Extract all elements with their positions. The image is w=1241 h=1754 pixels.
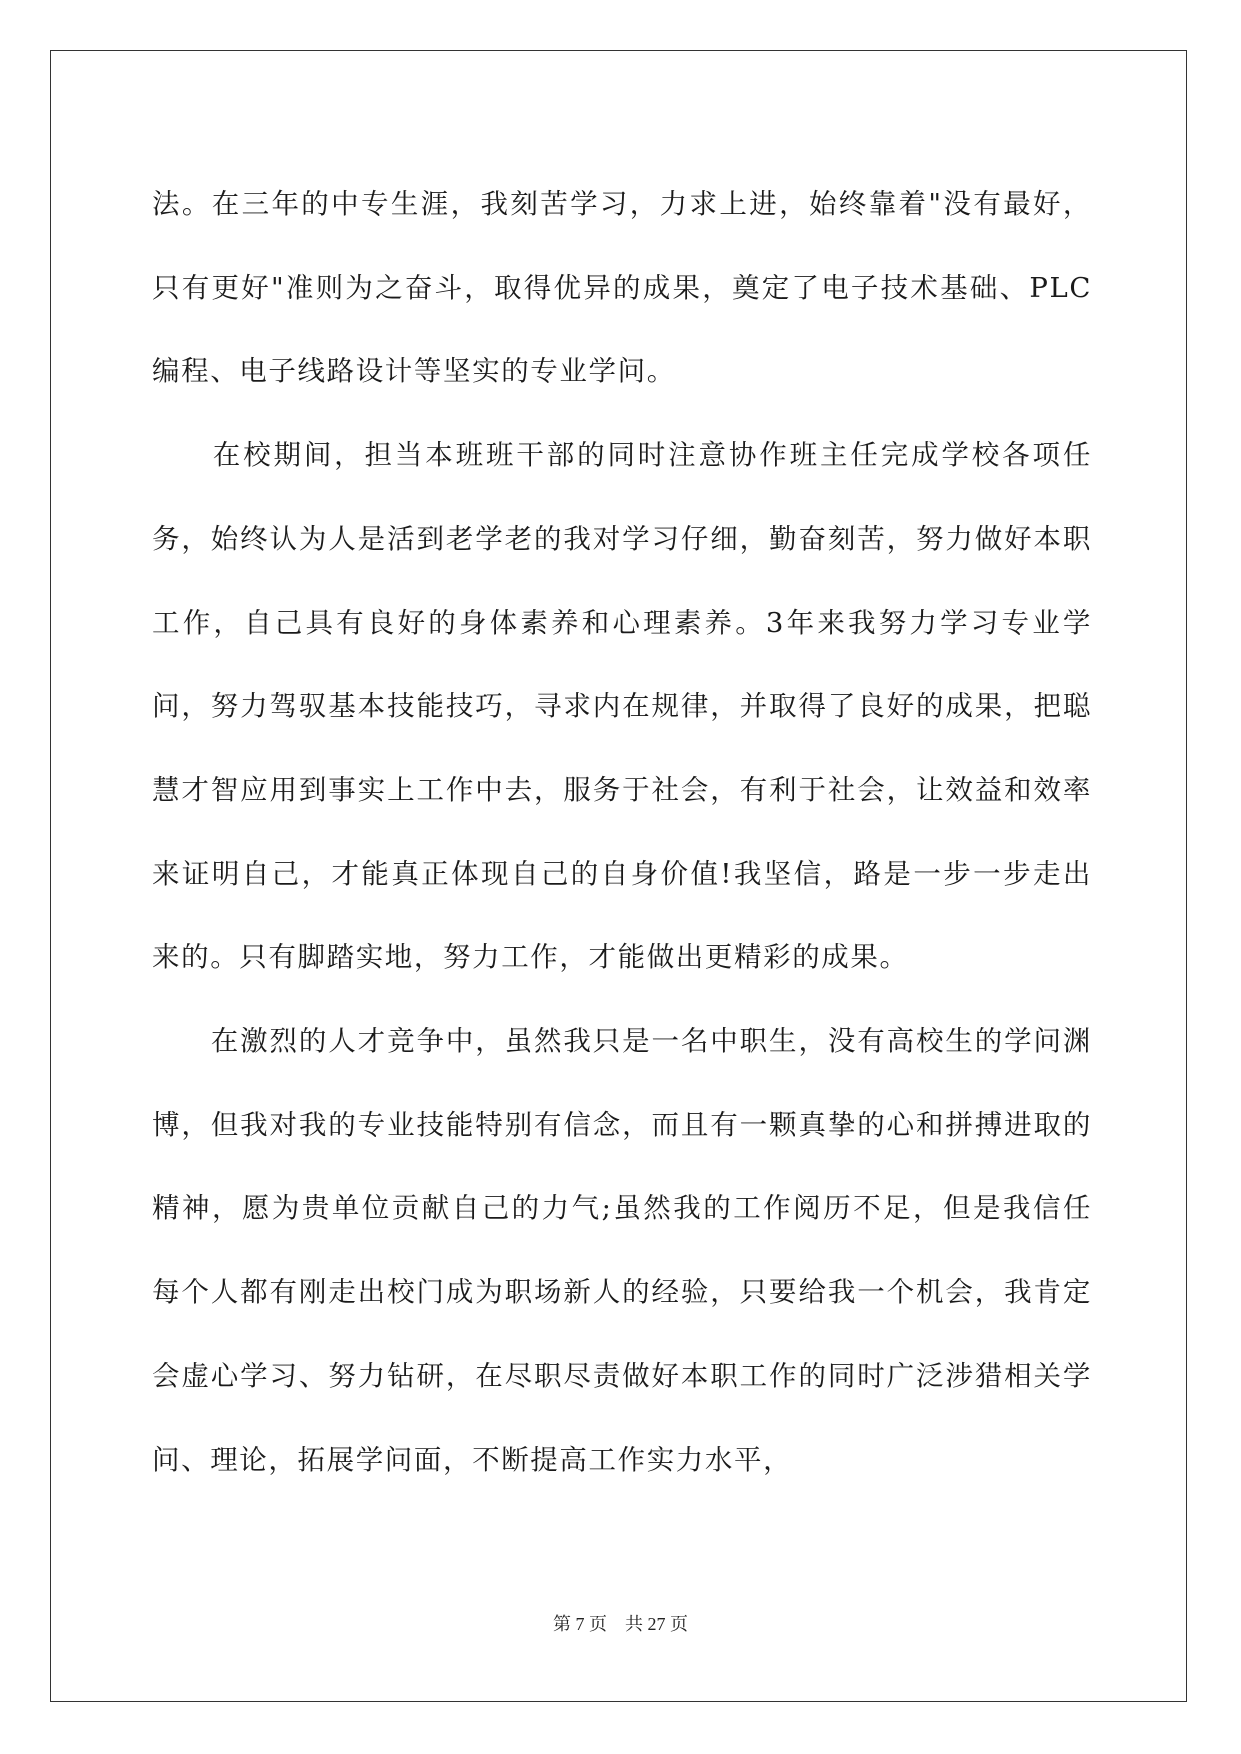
document-body [152,163,1092,1502]
paragraph-2: 在校期间，担当本班班干部的同时注意协作班主任完成学校各项任务，始终认为人是活到老学老的我对学习仔细，勤奋刻苦，努力做好本职工作，自己具有良好的身体素养和心理素养。3年来我努力学习专业学问，努力驾驭基本技能技巧，寻求内在规律，并取得了良好的成果，把聪慧才智应用到事实上工作中去，服务于社会，有利于社会，让效益和效率来证明自己，才能真正体现自己的自身价值!我坚信，路是一步一步走出来的。只有脚踏实地，努力工作，才能做出更精彩的成果。 [152,439,1092,974]
paragraph-3: 在激烈的人才竞争中，虽然我只是一名中职生，没有高校生的学问渊博，但我对我的专业技能特别有信念，而且有一颗真挚的心和拼搏进取的精神，愿为贵单位贡献自己的力气;虽然我的工作阅历不足，但是我信任每个人都有刚走出校门成为职场新人的经验，只要给我一个机会，我肯定会虚心学习、努力钻研，在尽职尽责做好本职工作的同时广泛涉猎相关学问、理论，拓展学问面，不断提高工作实力水平， [152,1025,1092,1476]
page-number-footer: 第 7 页 共 27 页 [553,1614,688,1634]
paragraph-1: 法。在三年的中专生涯，我刻苦学习，力求上进，始终靠着"没有最好，只有更好"准则为之奋斗，取得优异的成果，奠定了电子技术基础、PLC编程、电子线路设计等坚实的专业学问。 [152,188,1092,388]
